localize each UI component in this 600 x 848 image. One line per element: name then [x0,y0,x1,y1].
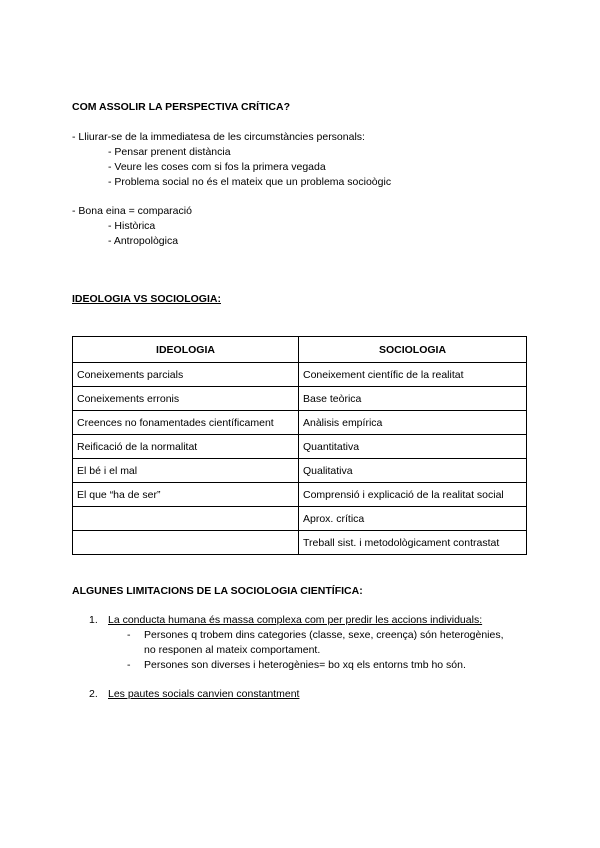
table-header-row [73,337,527,363]
sub-list-item: - Històrica [108,220,156,232]
table-cell: El que “ha de ser” [73,483,299,507]
table-cell: Comprensió i explicació de la realitat social [299,483,527,507]
table-cell: Coneixements parcials [73,363,299,387]
numbered-item: Les pautes socials canvien constantment [108,688,300,700]
sub-list-item: - Veure les coses com si fos la primera vegada [108,161,326,173]
table-cell: Qualitativa [299,459,527,483]
column-header-sociologia: SOCIOLOGIA [299,337,527,363]
sub-list-item: Persones son diverses i heterogènies= bo xq els entorns tmb ho són. [144,659,466,671]
table-cell [73,531,299,555]
bullet-dash: - [127,629,131,641]
list-number: 2. [89,688,98,700]
table-cell: Aprox. crítica [299,507,527,531]
table-cell: Reificació de la normalitat [73,435,299,459]
sub-list-item: - Antropològica [108,235,179,247]
table-row [73,531,527,555]
sub-list-item-continued: no responen al mateix comportament. [144,644,321,656]
heading-perspectiva-critica: COM ASSOLIR LA PERSPECTIVA CRÍTICA? [72,101,290,113]
numbered-item: La conducta humana és massa complexa com per predir les accions individuals: [108,614,483,626]
heading-ideologia-vs-sociologia: IDEOLOGIA VS SOCIOLOGIA: [72,293,221,305]
list-number: 1. [89,614,98,626]
table-row [73,435,527,459]
table-row [73,459,527,483]
table-cell: Quantitativa [299,435,527,459]
table-cell: Coneixements erronis [73,387,299,411]
table-cell: Creences no fonamentades científicament [73,411,299,435]
heading-limitacions: ALGUNES LIMITACIONS DE LA SOCIOLOGIA CIENTÍFICA: [72,585,363,597]
table-cell: Coneixement científic de la realitat [299,363,527,387]
sub-list-item: Persones q trobem dins categories (classe, sexe, creença) són heterogènies, [144,629,504,641]
bullet-dash: - [127,659,131,671]
list-item: - Lliurar-se de la immediatesa de les circumstàncies personals: [72,131,365,143]
sub-list-item: - Problema social no és el mateix que un problema socioògic [108,176,392,188]
table-row [73,363,527,387]
table-row [73,483,527,507]
table-cell: Base teòrica [299,387,527,411]
table-cell: Anàlisis empírica [299,411,527,435]
table-row [73,507,527,531]
column-header-ideologia: IDEOLOGIA [73,337,299,363]
table-row [73,387,527,411]
sub-list-item: - Pensar prenent distància [108,146,231,158]
table-cell: Treball sist. i metodològicament contrastat [299,531,527,555]
comparison-table [72,336,527,555]
table-row [73,411,527,435]
list-item: - Bona eina = comparació [72,205,192,217]
table-cell [73,507,299,531]
table-cell: El bé i el mal [73,459,299,483]
